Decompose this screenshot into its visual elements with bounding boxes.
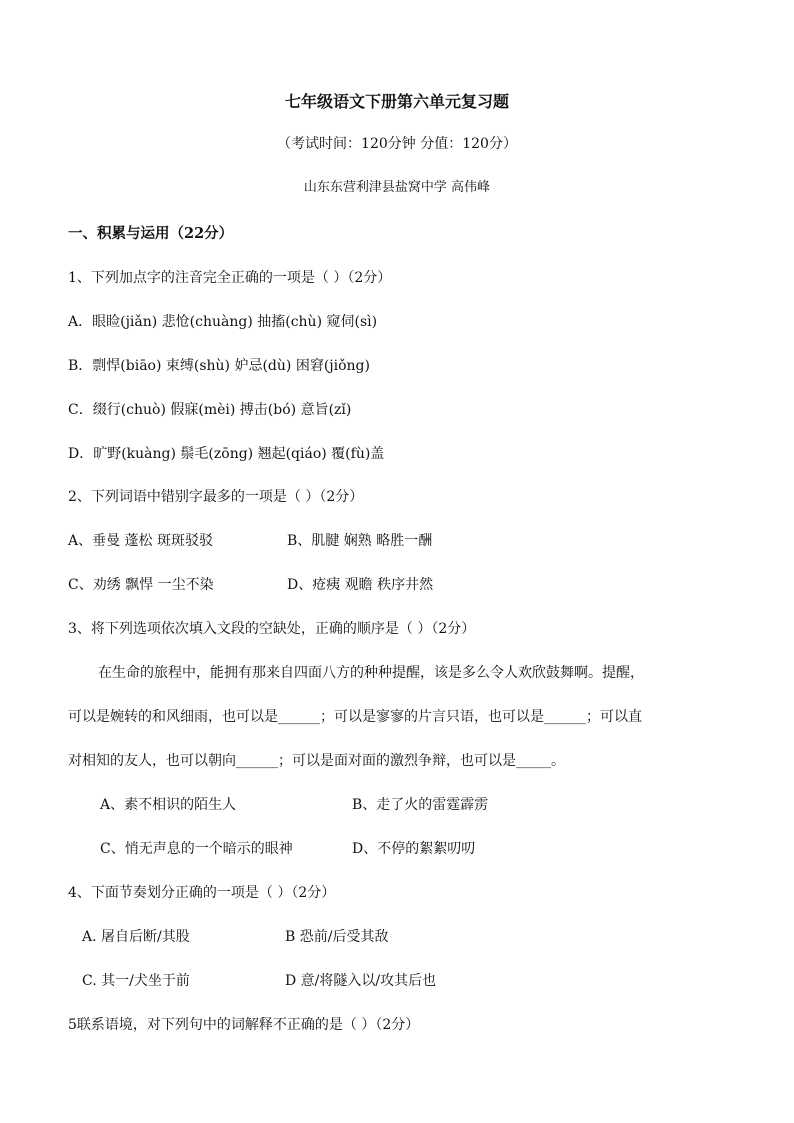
section-heading: 一、积累与运用（22分） <box>68 225 234 242</box>
question-3-stem: 3、将下列选项依次填入文段的空缺处，正确的顺序是（ ）（2分） <box>68 621 476 637</box>
question-3-passage-line-2: 可以是婉转的和风细雨，也可以是______；可以是寥寥的片言只语，也可以是______；可以直 <box>68 709 642 725</box>
question-2-stem: 2、下列词语中错别字最多的一项是（ ）（2分） <box>68 489 364 505</box>
question-2-option-b: B、肌腱 娴熟 略胜一酬 <box>287 533 433 549</box>
question-4-option-b: B 恐前/后受其敌 <box>285 929 389 945</box>
question-5-stem: 5联系语境，对下列句中的词解释不正确的是（ ）（2分） <box>68 1017 420 1033</box>
question-3-passage-line-1: 在生命的旅程中，能拥有那来自四面八方的种种提醒，该是多么令人欢欣鼓舞啊。提醒， <box>98 665 644 681</box>
question-3-option-b: B、走了火的雷霆霹雳 <box>352 797 489 813</box>
question-1-stem: 1、下列加点字的注音完全正确的一项是（ ）（2分） <box>68 270 392 286</box>
question-4-option-a: A. 屠自后断/其股 <box>82 929 190 945</box>
page-title: 七年级语文下册第六单元复习题 <box>284 92 509 111</box>
question-1-option-a: A．眼睑(jiǎn) 悲怆(chuàng) 抽搐(chù) 窥伺(sì) <box>68 314 378 330</box>
question-1-option-b: B．剽悍(biāo) 束缚(shù) 妒忌(dù) 困窘(jiǒng) <box>68 358 370 374</box>
question-4-stem: 4、下面节奏划分正确的一项是（ ）（2分） <box>68 885 336 901</box>
exam-info: （考试时间：120分钟 分值：120分） <box>277 136 517 152</box>
question-3-option-d: D、不停的絮絮叨叨 <box>352 841 476 857</box>
question-2-option-a: A、垂曼 蓬松 斑斑驳驳 <box>68 533 214 549</box>
question-3-option-c: C、悄无声息的一个暗示的眼神 <box>100 841 293 857</box>
question-3-option-a: A、素不相识的陌生人 <box>100 797 237 813</box>
question-3-passage-line-3: 对相知的友人，也可以朝向______；可以是面对面的激烈争辩，也可以是_____。 <box>68 753 565 769</box>
question-2-option-c: C、劝绣 飘悍 一尘不染 <box>68 577 214 593</box>
author-line: 山东东营利津县盐窝中学 高伟峰 <box>303 180 491 195</box>
question-4-option-d: D 意/将隧入以/攻其后也 <box>285 973 437 989</box>
question-1-option-d: D．旷野(kuàng) 鬃毛(zōng) 翘起(qiáo) 覆(fù)盖 <box>68 446 385 462</box>
question-2-option-d: D、疮痍 观瞻 秩序井然 <box>287 577 434 593</box>
question-1-option-c: C．缀行(chuò) 假寐(mèi) 搏击(bó) 意旨(zǐ) <box>68 402 352 418</box>
question-4-option-c: C. 其一/犬坐于前 <box>82 973 190 989</box>
